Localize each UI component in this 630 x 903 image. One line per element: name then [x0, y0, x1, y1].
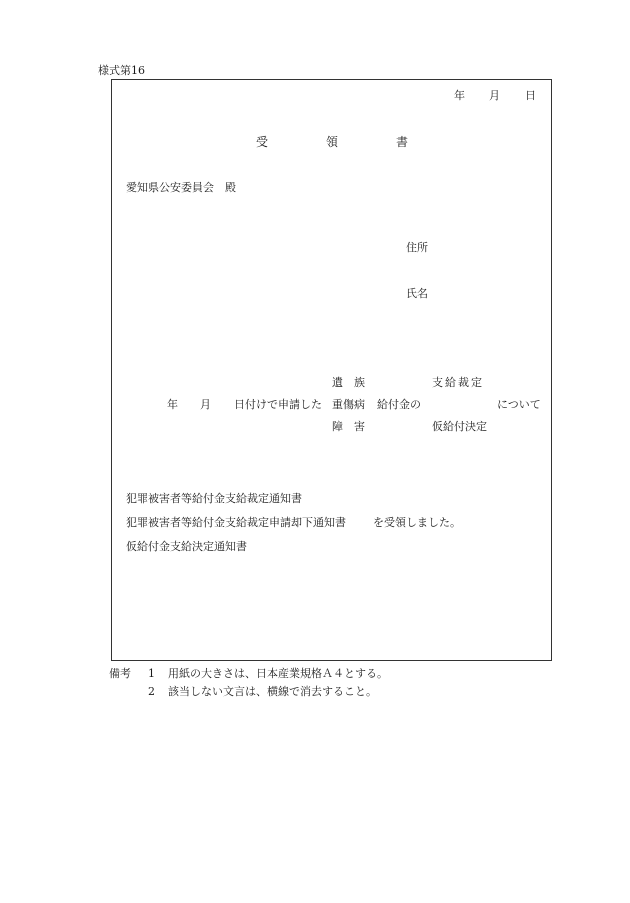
title-char-3: 書 [396, 135, 409, 149]
body-regarding: について [497, 398, 541, 411]
notice-rejection: 犯罪被害者等給付金支給裁定申請却下通知書 [126, 516, 346, 529]
body-year: 年 [167, 398, 178, 411]
remark-1-number: 1 [148, 667, 155, 680]
type-bereaved: 遺 族 [332, 376, 365, 389]
receipt-form-frame [111, 79, 552, 661]
body-dated-applied: 日付けで申請した [234, 398, 322, 411]
notice-provisional: 仮給付金支給決定通知書 [126, 540, 247, 553]
title-char-2: 領 [326, 135, 339, 149]
notice-payment-ruling: 犯罪被害者等給付金支給裁定通知書 [126, 492, 302, 505]
form-number: 様式第16 [98, 64, 145, 77]
date-day: 日 [525, 89, 536, 102]
date-month: 月 [489, 89, 500, 102]
title-char-1: 受 [256, 135, 269, 149]
decision-provisional: 仮給付決定 [432, 420, 487, 433]
type-serious-injury: 重傷病 [332, 398, 365, 411]
decision-payment-ruling: 支給裁定 [432, 376, 484, 389]
received-text: を受領しました。 [373, 516, 461, 529]
type-disability: 障 害 [332, 420, 365, 433]
date-year: 年 [454, 89, 465, 102]
addressee: 愛知県公安委員会 殿 [126, 181, 236, 194]
address-label: 住所 [406, 241, 428, 254]
body-month: 月 [200, 398, 211, 411]
name-label: 氏名 [406, 287, 428, 300]
remark-2-number: 2 [148, 685, 155, 698]
remarks-label: 備考 [109, 667, 131, 680]
body-benefit: 給付金の [377, 398, 421, 411]
remark-1-text: 用紙の大きさは、日本産業規格Ａ４とする。 [168, 667, 388, 680]
remark-2-text: 該当しない文言は、横線で消去すること。 [168, 685, 377, 698]
